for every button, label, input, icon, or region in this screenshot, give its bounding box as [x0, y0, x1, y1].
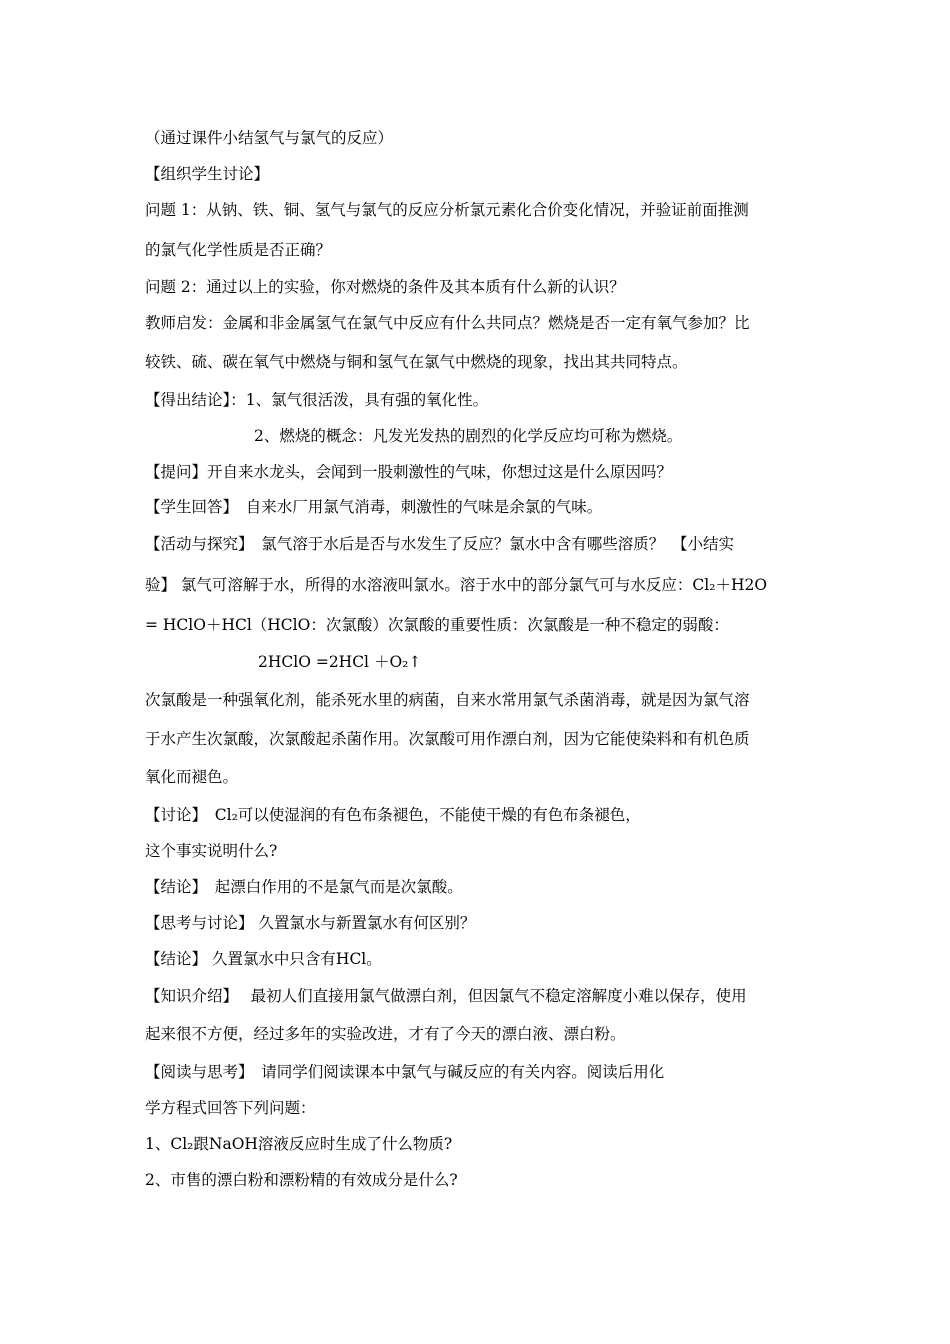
- text-line: 较铁、硫、碳在氧气中燃烧与铜和氢气在氯气中燃烧的现象，找出其共同特点。: [145, 353, 688, 371]
- question-item: 2、市售的漂白粉和漂粉精的有效成分是什么?: [145, 1171, 458, 1189]
- text-line: 次氯酸是一种强氧化剂，能杀死水里的病菌，自来水常用氯气杀菌消毒，就是因为氯气溶: [145, 691, 750, 709]
- text-line: 【学生回答】 自来水厂用氯气消毒，刺激性的气味是余氯的气味。: [145, 498, 603, 516]
- text-line: = HClO＋HCl（HClO：次氯酸）次氯酸的重要性质：次氯酸是一种不稳定的弱酸：: [145, 616, 729, 634]
- text-line: 【阅读与思考】 请同学们阅读课本中氯气与碱反应的有关内容。阅读后用化: [145, 1063, 665, 1081]
- text-line: 【结论】 久置氯水中只含有HCl。: [145, 950, 382, 968]
- text-line: 这个事实说明什么?: [145, 842, 278, 860]
- question-item: 1、Cl₂跟NaOH溶液反应时生成了什么物质?: [145, 1135, 453, 1153]
- text-line: 起来很不方便，经过多年的实验改进，才有了今天的漂白液、漂白粉。: [145, 1025, 626, 1043]
- text-line: （通过课件小结氢气与氯气的反应）: [145, 129, 394, 147]
- text-line: 2、燃烧的概念：凡发光发热的剧烈的化学反应均可称为燃烧。: [254, 427, 683, 445]
- equation: 2HClO =2HCl ＋O₂↑: [258, 653, 422, 671]
- text-line: 【得出结论】：1、氯气很活泼，具有强的氧化性。: [145, 391, 489, 409]
- section-heading: 【组织学生讨论】: [145, 165, 270, 183]
- text-line: 【活动与探究】 氯气溶于水后是否与水发生了反应？氯水中含有哪些溶质？ 【小结实: [145, 535, 735, 553]
- text-line: 学方程式回答下列问题：: [145, 1099, 316, 1117]
- text-line: 问题 1：从钠、铁、铜、氢气与氯气的反应分析氯元素化合价变化情况，并验证前面推测: [145, 201, 749, 219]
- text-line: 的氯气化学性质是否正确？: [145, 241, 332, 259]
- text-line: 【思考与讨论】 久置氯水与新置氯水有何区别？: [145, 914, 476, 932]
- text-line: 【提问】开自来水龙头，会闻到一股刺激性的气味，你想过这是什么原因吗？: [145, 463, 673, 481]
- text-line: 验】 氯气可溶解于水，所得的水溶液叫氯水。溶于水中的部分氯气可与水反应：Cl₂＋H2O: [145, 576, 768, 594]
- text-line: 于水产生次氯酸，次氯酸起杀菌作用。次氯酸可用作漂白剂，因为它能使染料和有机色质: [145, 730, 750, 748]
- text-line: 氧化而褪色。: [145, 768, 239, 786]
- text-line: 【知识介绍】 最初人们直接用氯气做漂白剂，但因氯气不稳定溶解度小难以保存，使用: [145, 987, 747, 1005]
- text-line: 【结论】 起漂白作用的不是氯气而是次氯酸。: [145, 878, 463, 896]
- text-line: 【讨论】 Cl₂可以使湿润的有色布条褪色，不能使干燥的有色布条褪色，: [145, 806, 641, 824]
- text-line: 问题 2：通过以上的实验，你对燃烧的条件及其本质有什么新的认识？: [145, 278, 625, 296]
- text-line: 教师启发：金属和非金属氢气在氯气中反应有什么共同点？燃烧是否一定有氧气参加？比: [145, 314, 750, 332]
